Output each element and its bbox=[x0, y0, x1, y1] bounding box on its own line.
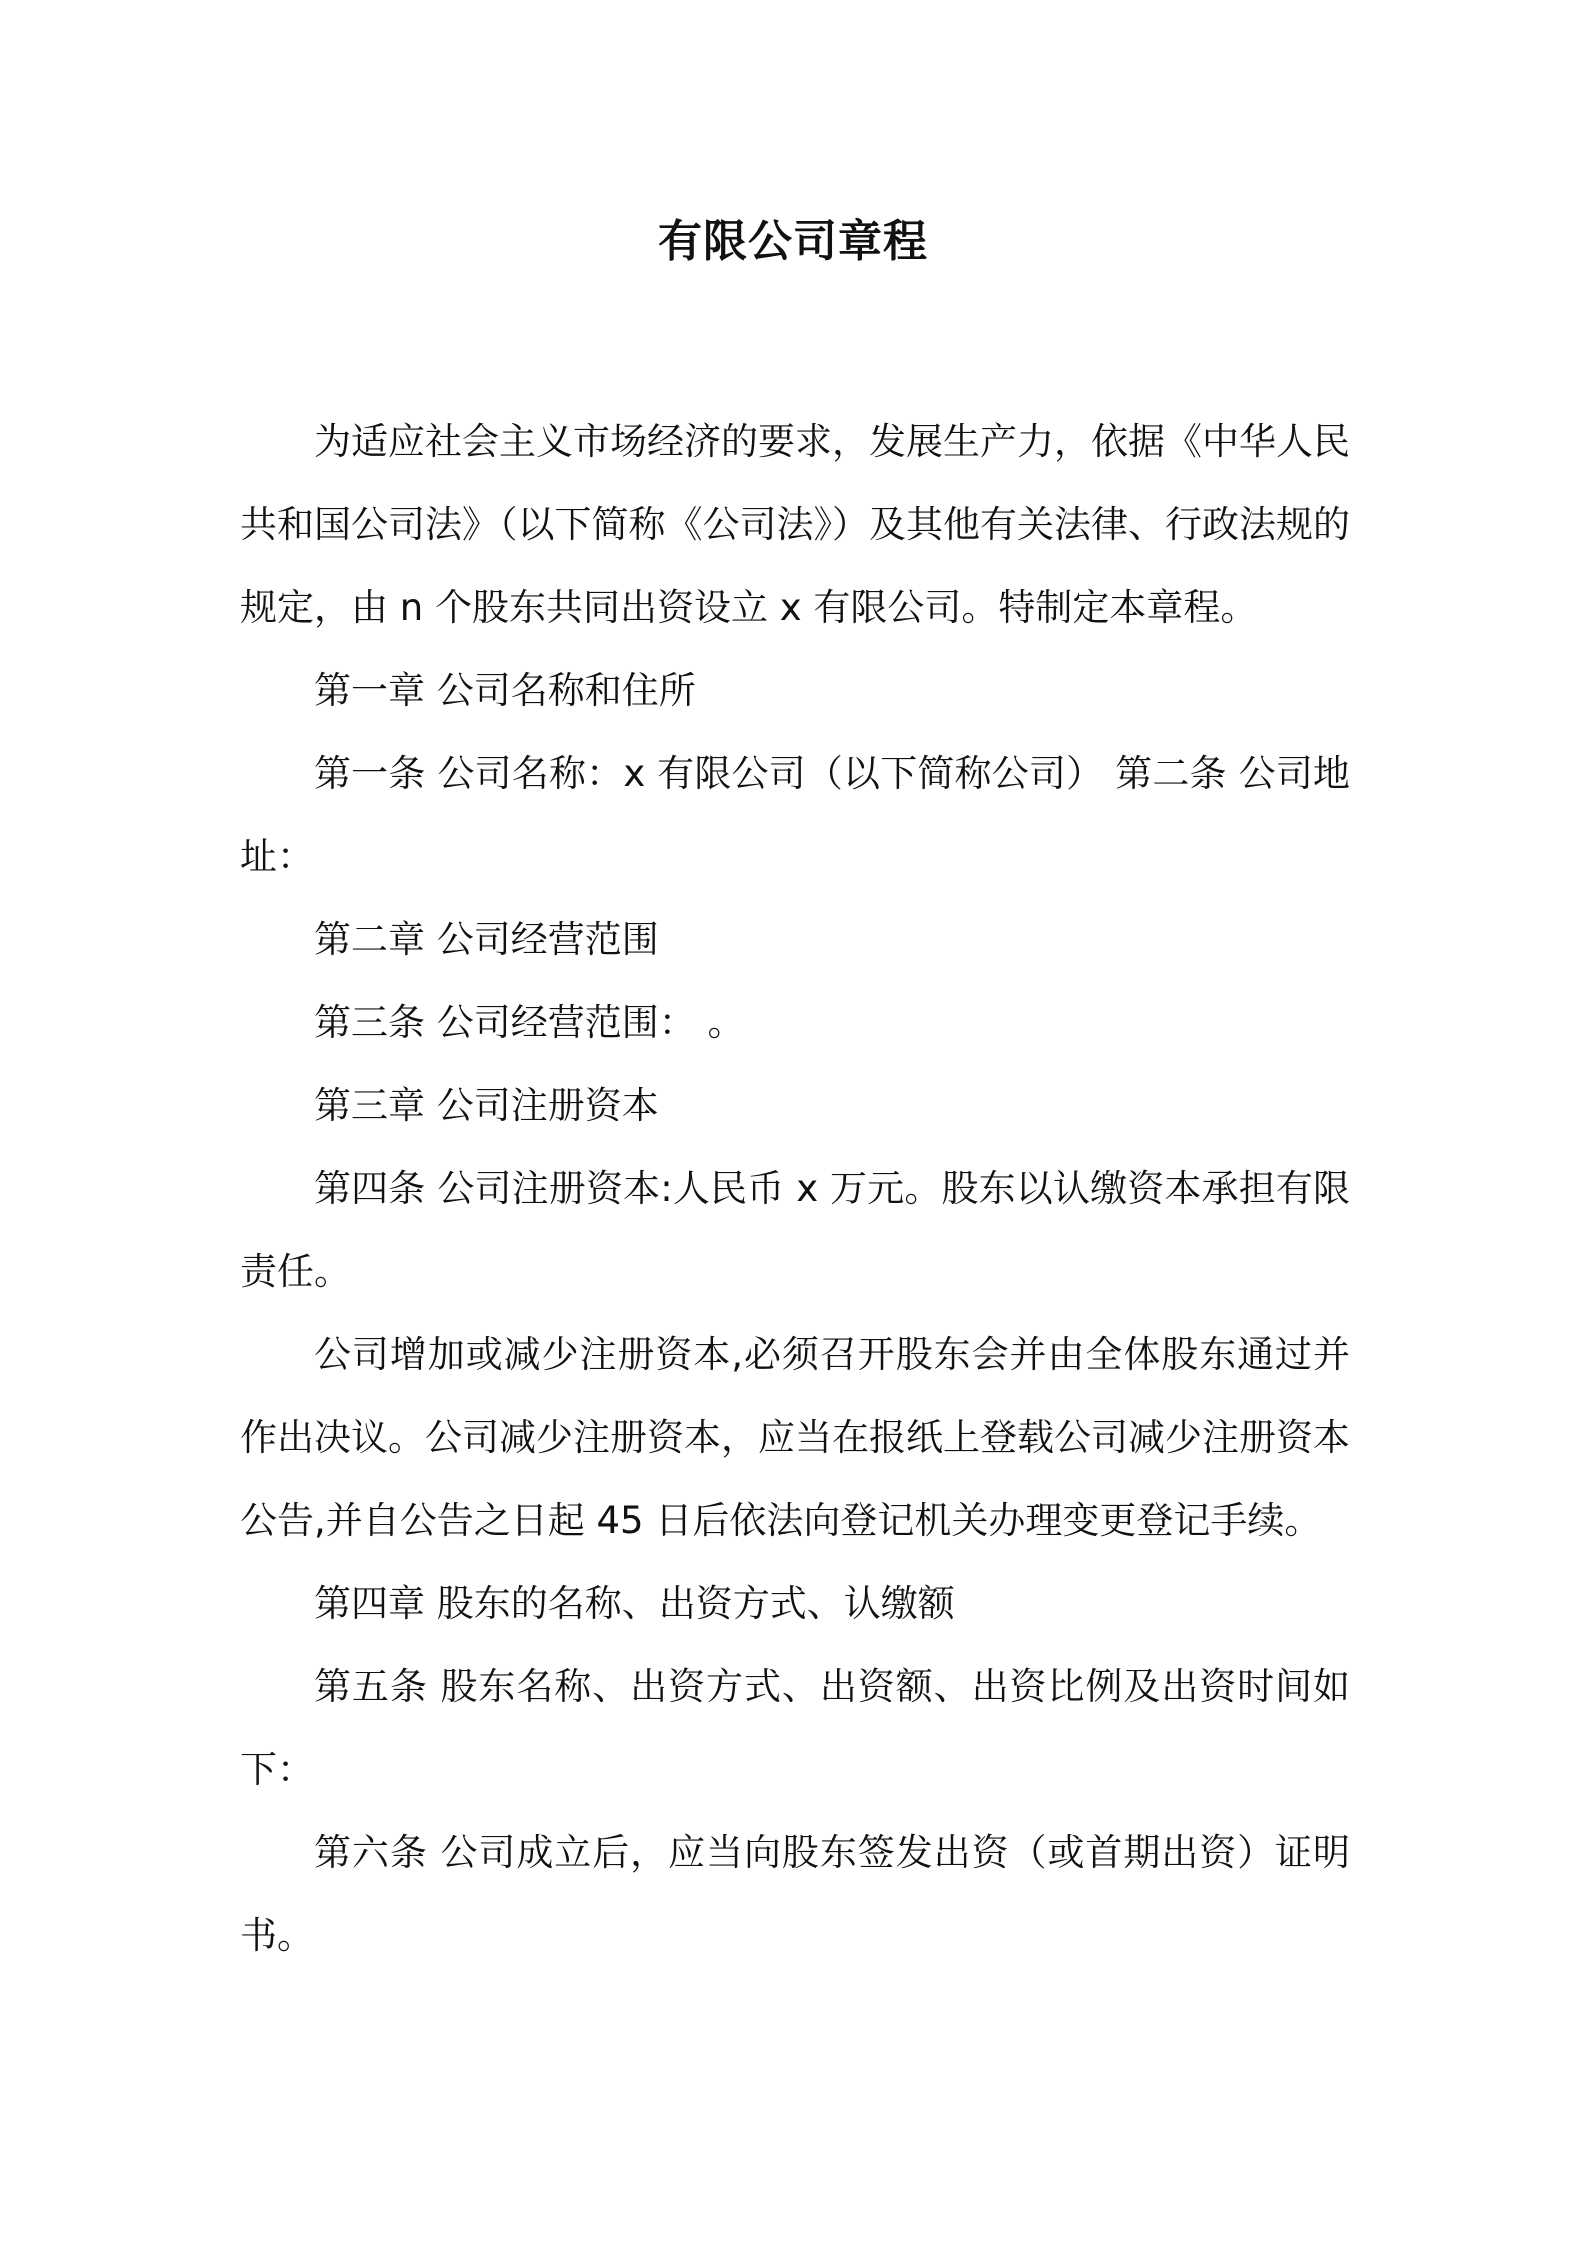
chapter-2-heading: 第二章 公司经营范围 bbox=[314, 918, 659, 961]
article-3: 第三条 公司经营范围： 。 bbox=[314, 1001, 745, 1044]
document-title: 有限公司章程 bbox=[658, 216, 928, 267]
paragraph-capital-change: 公司增加或减少注册资本,必须召开股东会并由全体股东通过并作出决议。公司减少注册资本，应当在报纸上登载公司减少注册资本公告,并自公告之日起 45 日后依法向登记机关办理变更登记手续。 bbox=[240, 1333, 1350, 1542]
chapter-4-heading: 第四章 股东的名称、出资方式、认缴额 bbox=[314, 1582, 955, 1625]
article-5: 第五条 股东名称、出资方式、出资额、出资比例及出资时间如下： bbox=[240, 1665, 1350, 1791]
document-body bbox=[240, 400, 1350, 1977]
article-4: 第四条 公司注册资本:人民币 x 万元。股东以认缴资本承担有限责任。 bbox=[240, 1167, 1350, 1293]
article-1-2: 第一条 公司名称：x 有限公司（以下简称公司） 第二条 公司地址： bbox=[240, 752, 1350, 878]
chapter-3-heading: 第三章 公司注册资本 bbox=[314, 1084, 659, 1127]
chapter-1-heading: 第一章 公司名称和住所 bbox=[314, 669, 696, 712]
paragraph-preamble: 为适应社会主义市场经济的要求，发展生产力，依据《中华人民共和国公司法》（以下简称《公司法》）及其他有关法律、行政法规的规定，由 n 个股东共同出资设立 x 有限公司。特制定本章程。 bbox=[240, 420, 1350, 629]
article-6: 第六条 公司成立后，应当向股东签发出资（或首期出资）证明书。 bbox=[240, 1831, 1350, 1957]
